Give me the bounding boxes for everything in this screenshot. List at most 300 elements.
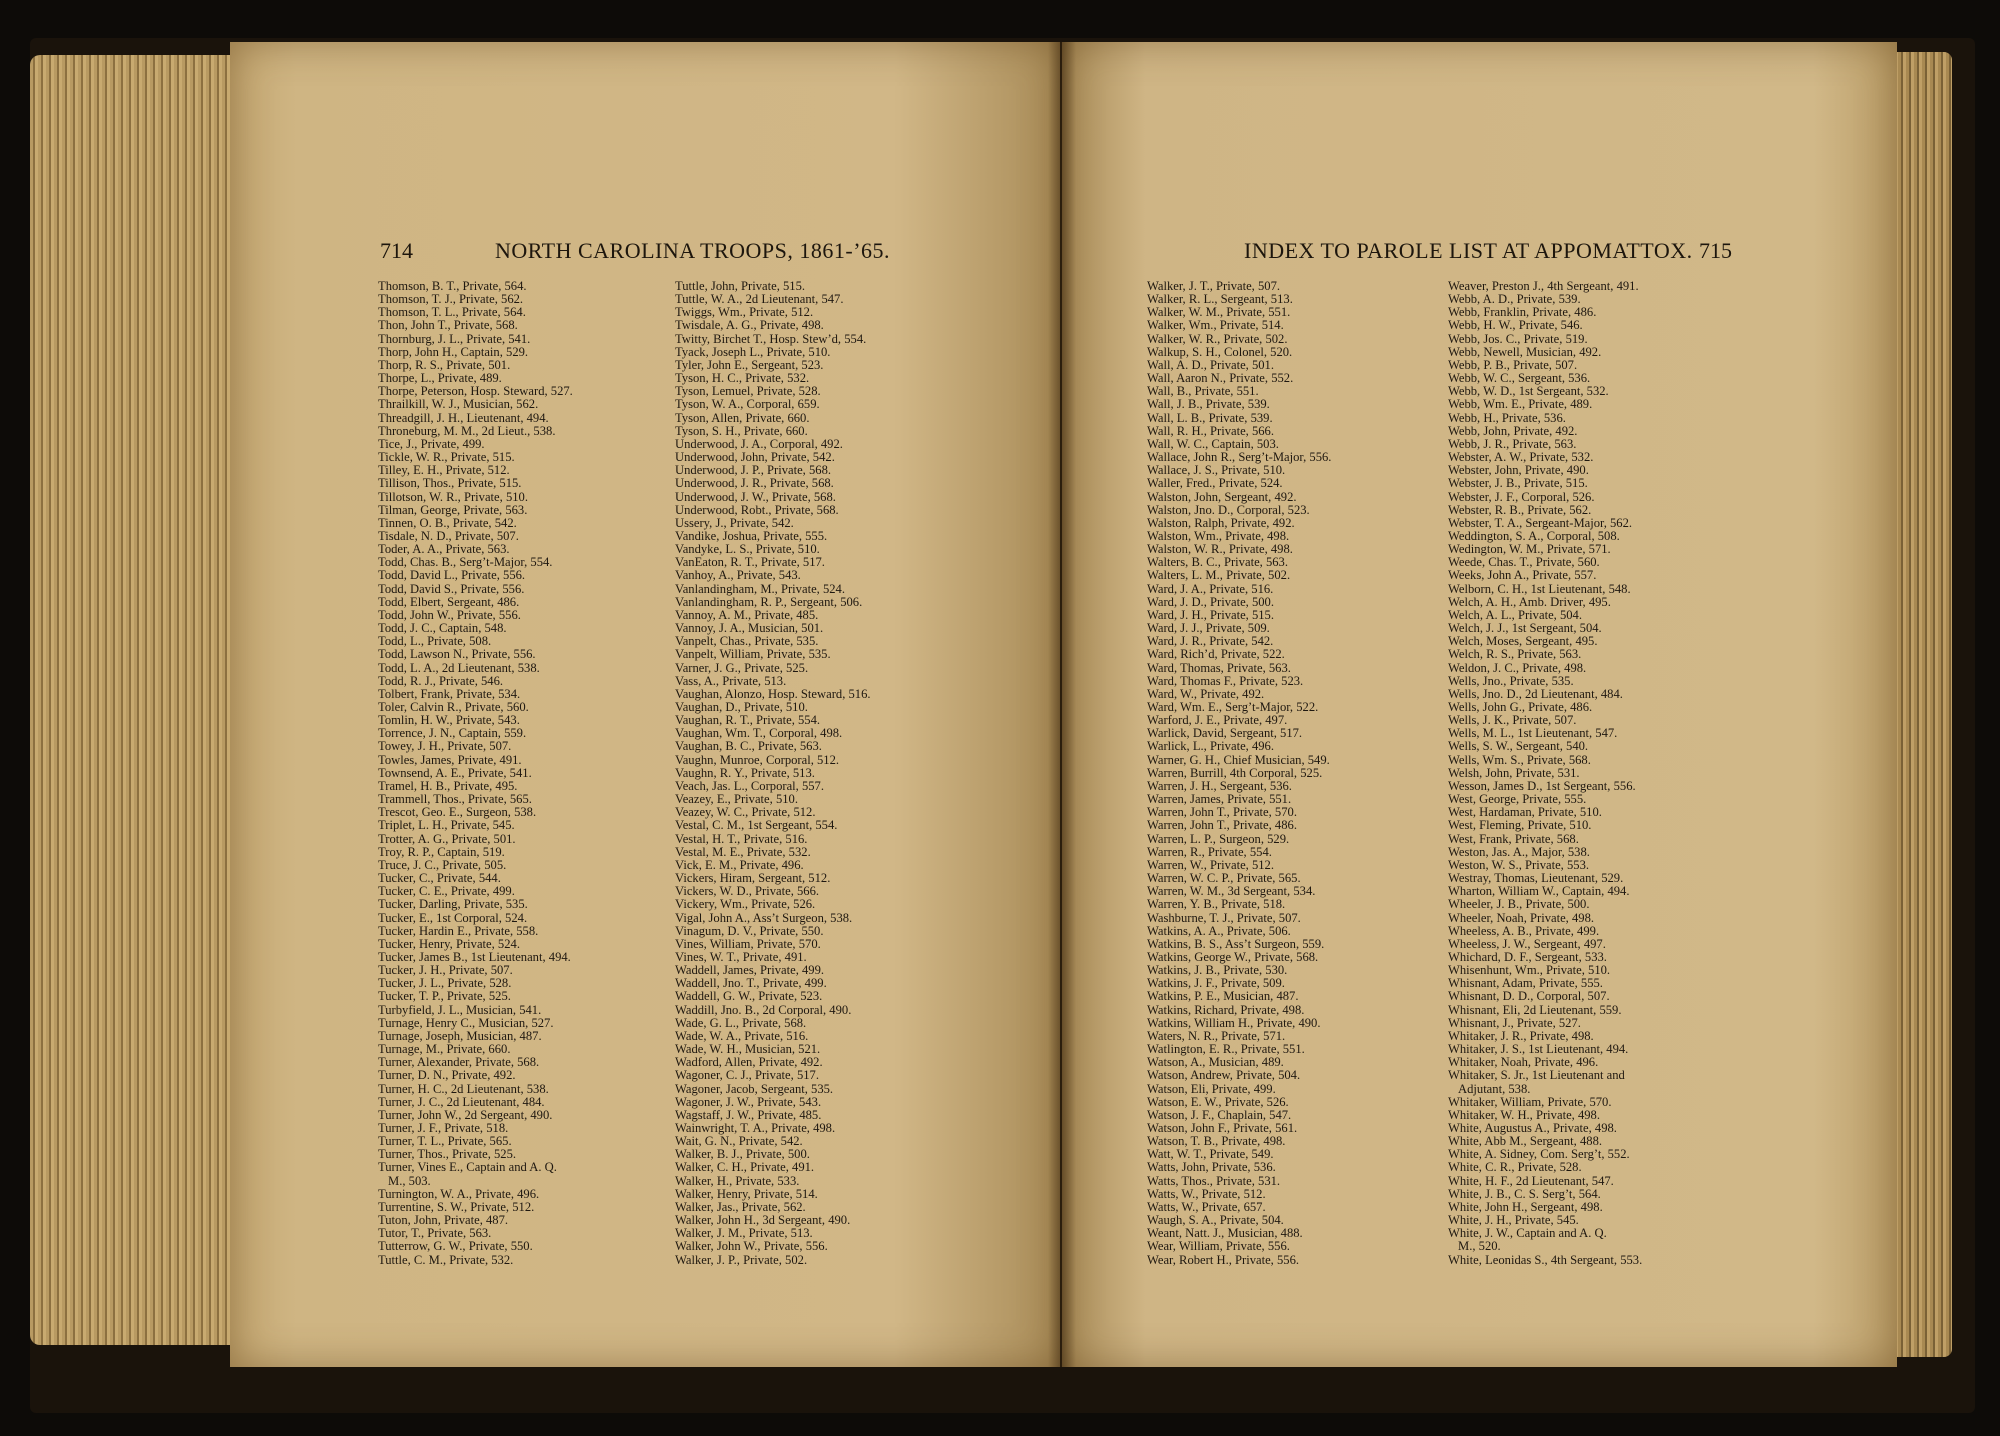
index-entry: Wells, Jno., Private, 535.	[1448, 674, 1574, 688]
index-entry: Webster, A. W., Private, 532.	[1448, 451, 1594, 465]
index-entry: Tucker, Darling, Private, 535.	[378, 898, 528, 912]
index-entry: Warford, J. E., Private, 497.	[1147, 714, 1288, 728]
index-entry: Webb, Wm. E., Private, 489.	[1448, 398, 1593, 412]
index-entry: West, Fleming, Private, 510.	[1448, 819, 1592, 833]
index-entry: Wharton, William W., Captain, 494.	[1448, 885, 1630, 899]
index-entry: Todd, R. J., Private, 546.	[378, 674, 504, 688]
index-entry: Waddell, G. W., Private, 523.	[675, 990, 823, 1004]
index-entry: Tilman, George, Private, 563.	[378, 503, 528, 517]
index-entry: White, A. Sidney, Com. Serg’t, 552.	[1448, 1148, 1630, 1162]
index-entry: Walker, John H., 3d Sergeant, 490.	[675, 1214, 851, 1228]
index-entry: Wells, Jno. D., 2d Lieutenant, 484.	[1448, 687, 1623, 701]
index-entry: Tucker, C., Private, 544.	[378, 872, 501, 886]
index-entry: Tillison, Thos., Private, 515.	[378, 477, 522, 491]
index-entry: Warren, Burrill, 4th Corporal, 525.	[1147, 766, 1323, 780]
index-entry: Walker, R. L., Sergeant, 513.	[1147, 293, 1293, 307]
index-entry: Underwood, J. P., Private, 568.	[675, 464, 832, 478]
index-entry: Welch, A. H., Amb. Driver, 495.	[1448, 595, 1611, 609]
index-entry: Tyson, S. H., Private, 660.	[675, 424, 808, 438]
index-entry: Watkins, J. B., Private, 530.	[1147, 964, 1288, 978]
index-entry: Walston, John, Sergeant, 492.	[1147, 490, 1297, 504]
index-entry: Tutterrow, G. W., Private, 550.	[378, 1240, 533, 1254]
index-entry: Wells, John G., Private, 486.	[1448, 701, 1593, 714]
index-entry: Truce, J. C., Private, 505.	[378, 858, 507, 872]
index-entry: Tyack, Joseph L., Private, 510.	[675, 345, 831, 359]
index-entry: Wall, Aaron N., Private, 552.	[1147, 372, 1294, 386]
index-entry: Weede, Chas. T., Private, 560.	[1448, 556, 1600, 570]
index-entry: Whitaker, J. S., 1st Lieutenant, 494.	[1448, 1043, 1629, 1057]
index-entry: Weston, Jas. A., Major, 538.	[1448, 845, 1590, 859]
index-entry: Wedington, W. M., Private, 571.	[1448, 543, 1611, 557]
index-entry: Townsend, A. E., Private, 541.	[378, 766, 532, 780]
index-entry: Watts, Thos., Private, 531.	[1147, 1174, 1281, 1188]
index-entry: Vaughn, Munroe, Corporal, 512.	[675, 753, 840, 767]
index-entry: Ussery, J., Private, 542.	[675, 516, 794, 530]
index-entry: Todd, Chas. B., Serg’t-Major, 554.	[378, 556, 553, 570]
index-entry: Wallace, J. S., Private, 510.	[1147, 464, 1286, 478]
index-entry: Thrailkill, W. J., Musician, 562.	[378, 398, 539, 412]
index-entry: Whisnant, J., Private, 527.	[1448, 1016, 1581, 1030]
index-entry: Wells, J. K., Private, 507.	[1448, 714, 1577, 728]
index-entry: Wall, A. D., Private, 501.	[1147, 358, 1275, 372]
index-entry: Tucker, Henry, Private, 524.	[378, 937, 520, 951]
index-entry: Weant, Natt. J., Musician, 488.	[1147, 1227, 1303, 1241]
index-entry: Vaughan, Alonzo, Hosp. Steward, 516.	[675, 687, 871, 701]
index-entry: Ward, Thomas F., Private, 523.	[1147, 674, 1304, 688]
index-entry: Welch, R. S., Private, 563.	[1448, 648, 1582, 662]
index-entry: Vickers, Hiram, Sergeant, 512.	[675, 872, 831, 886]
index-entry: Watson, A., Musician, 489.	[1147, 1056, 1284, 1070]
index-entry: Tomlin, H. W., Private, 543.	[378, 714, 520, 728]
index-entry: White, J. H., Private, 545.	[1448, 1214, 1579, 1228]
index-entry: VanEaton, R. T., Private, 517.	[675, 556, 825, 570]
index-entry: Wagstaff, J. W., Private, 485.	[675, 1108, 822, 1122]
index-entry: White, H. F., 2d Lieutenant, 547.	[1448, 1174, 1614, 1188]
index-entry: Weaver, Preston J., 4th Sergeant, 491.	[1448, 280, 1639, 293]
index-entry: Webb, P. B., Private, 507.	[1448, 358, 1578, 372]
index-entry: Wagoner, Jacob, Sergeant, 535.	[675, 1082, 834, 1096]
index-entry: Tucker, J. L., Private, 528.	[378, 977, 512, 991]
index-entry: Webb, Newell, Musician, 492.	[1448, 345, 1602, 359]
index-entry: Wear, Robert H., Private, 556.	[1147, 1253, 1300, 1267]
index-entry: Weddington, S. A., Corporal, 508.	[1448, 529, 1620, 543]
index-entry: Wells, S. W., Sergeant, 540.	[1448, 740, 1589, 754]
index-entry: Walters, B. C., Private, 563.	[1147, 556, 1288, 570]
right-page-number: 715	[1699, 238, 1732, 263]
index-entry: Watkins, A. A., Private, 506.	[1147, 924, 1291, 938]
index-entry: Welch, J. J., 1st Sergeant, 504.	[1448, 622, 1602, 636]
index-entry: Tyson, W. A., Corporal, 659.	[675, 398, 820, 412]
index-entry: Tucker, T. P., Private, 525.	[378, 990, 511, 1004]
right-column-1	[1147, 280, 1437, 1267]
left-page-number: 714	[380, 238, 413, 263]
index-entry: Webster, J. B., Private, 515.	[1448, 477, 1588, 491]
index-entry: Walker, B. J., Private, 500.	[675, 1148, 810, 1162]
index-entry: Turner, T. L., Private, 565.	[378, 1135, 512, 1149]
index-entry: Walker, W. M., Private, 551.	[1147, 306, 1291, 320]
index-entry: Thorp, John H., Captain, 529.	[378, 345, 529, 359]
index-entry: Watson, J. F., Chaplain, 547.	[1147, 1108, 1292, 1122]
index-entry: Tyson, Allen, Private, 660.	[675, 411, 810, 425]
index-entry: Waller, Fred., Private, 524.	[1147, 477, 1283, 491]
index-entry: Weston, W. S., Private, 553.	[1448, 858, 1590, 872]
index-entry: Welborn, C. H., 1st Lieutenant, 548.	[1448, 582, 1631, 596]
index-entry: Webb, H. W., Private, 546.	[1448, 319, 1583, 333]
index-entry: Warren, Y. B., Private, 518.	[1147, 898, 1286, 912]
index-entry: Vanpelt, William, Private, 535.	[675, 648, 831, 662]
index-entry: Watson, John F., Private, 561.	[1147, 1122, 1298, 1135]
index-entry: Tickle, W. R., Private, 515.	[378, 451, 515, 465]
index-entry: Whitaker, William, Private, 570.	[1448, 1095, 1612, 1109]
index-entry: Warren, L. P., Surgeon, 529.	[1147, 832, 1290, 846]
index-entry: Wall, R. H., Private, 566.	[1147, 424, 1275, 438]
book-gutter	[1048, 42, 1076, 1367]
index-entry: Vickery, Wm., Private, 526.	[675, 898, 816, 912]
index-entry: Wall, L. B., Private, 539.	[1147, 411, 1273, 425]
index-entry: Wells, Wm. S., Private, 568.	[1448, 753, 1591, 767]
index-entry: Washburne, T. J., Private, 507.	[1147, 911, 1301, 925]
index-entry: Tice, J., Private, 499.	[378, 437, 485, 451]
right-column-2	[1448, 280, 1738, 1267]
index-entry: Vick, E. M., Private, 496.	[675, 858, 804, 872]
index-entry: Whitaker, W. H., Private, 498.	[1448, 1108, 1600, 1122]
index-entry: Warlick, David, Sergeant, 517.	[1147, 727, 1303, 741]
right-running-head: INDEX TO PAROLE LIST AT APPOMATTOX.	[1244, 238, 1693, 263]
index-entry: Tillotson, W. R., Private, 510.	[378, 490, 528, 504]
index-entry: Webb, W. D., 1st Sergeant, 532.	[1448, 385, 1609, 399]
index-entry: Wesson, James D., 1st Sergeant, 556.	[1448, 779, 1636, 793]
index-entry: Walston, Wm., Private, 498.	[1147, 529, 1290, 543]
index-entry: Vanlandingham, R. P., Sergeant, 506.	[675, 595, 863, 609]
index-entry: M., 503.	[388, 1174, 431, 1188]
index-entry: Wheeless, A. B., Private, 499.	[1448, 924, 1600, 938]
index-entry: Ward, Rich’d, Private, 522.	[1147, 648, 1285, 662]
left-column-1	[378, 280, 668, 1267]
index-entry: Welch, Moses, Sergeant, 495.	[1448, 635, 1598, 649]
index-entry: Ward, J. D., Private, 500.	[1147, 595, 1275, 609]
index-entry: Varner, J. G., Private, 525.	[675, 661, 809, 675]
index-entry: Toler, Calvin R., Private, 560.	[378, 701, 529, 714]
index-entry: Turner, Thos., Private, 525.	[378, 1148, 517, 1162]
index-entry: Thomson, T. J., Private, 562.	[378, 293, 524, 307]
index-entry: Wade, G. L., Private, 568.	[675, 1016, 807, 1030]
index-entry: Vannoy, J. A., Musician, 501.	[675, 622, 824, 636]
index-entry: Tisdale, N. D., Private, 507.	[378, 529, 519, 543]
index-entry: Waddell, James, Private, 499.	[675, 964, 825, 978]
index-entry: Wade, W. A., Private, 516.	[675, 1029, 809, 1043]
page-edges-left	[30, 55, 235, 1345]
index-entry: Walker, Jas., Private, 562.	[675, 1200, 806, 1214]
index-entry: Vestal, H. T., Private, 516.	[675, 832, 808, 846]
index-entry: Tramel, H. B., Private, 495.	[378, 779, 518, 793]
index-entry: Tuttle, W. A., 2d Lieutenant, 547.	[675, 293, 844, 307]
index-entry: Webb, H., Private, 536.	[1448, 411, 1566, 425]
index-entry: Thomson, B. T., Private, 564.	[378, 280, 527, 293]
index-entry: Wall, W. C., Captain, 503.	[1147, 437, 1279, 451]
index-entry: West, George, Private, 555.	[1448, 793, 1587, 807]
index-entry: Tutor, T., Private, 563.	[378, 1227, 492, 1241]
index-entry: Turnage, M., Private, 660.	[378, 1043, 511, 1057]
index-entry: Tyler, John E., Sergeant, 523.	[675, 358, 824, 372]
index-entry: Tinnen, O. B., Private, 542.	[378, 516, 517, 530]
index-entry: Turnage, Joseph, Musician, 487.	[378, 1029, 542, 1043]
index-entry: Watkins, B. S., Ass’t Surgeon, 559.	[1147, 937, 1325, 951]
index-entry: Walker, J. M., Private, 513.	[675, 1227, 813, 1241]
index-entry: Vaughan, B. C., Private, 563.	[675, 740, 822, 754]
index-entry: Trescot, Geo. E., Surgeon, 538.	[378, 806, 537, 820]
index-entry: Warren, R., Private, 554.	[1147, 845, 1272, 859]
index-entry: Vanpelt, Chas., Private, 535.	[675, 635, 819, 649]
index-entry: Walker, W. R., Private, 502.	[1147, 332, 1288, 346]
left-column-2	[675, 280, 965, 1267]
index-entry: Twitty, Birchet T., Hosp. Stew’d, 554.	[675, 332, 867, 346]
index-entry: Wagoner, C. J., Private, 517.	[675, 1069, 819, 1083]
index-entry: Tyson, Lemuel, Private, 528.	[675, 385, 821, 399]
index-entry: Todd, J. C., Captain, 548.	[378, 622, 507, 636]
index-entry: Turbyfield, J. L., Musician, 541.	[378, 1003, 542, 1017]
index-entry: Underwood, John, Private, 542.	[675, 451, 835, 465]
index-entry: Wall, B., Private, 551.	[1147, 385, 1259, 399]
index-entry: Toder, A. A., Private, 563.	[378, 543, 510, 557]
index-entry: Walker, C. H., Private, 491.	[675, 1161, 815, 1175]
index-entry: Warren, John T., Private, 570.	[1147, 806, 1297, 820]
index-entry: Webster, R. B., Private, 562.	[1448, 503, 1592, 517]
index-entry: Thorp, R. S., Private, 501.	[378, 358, 511, 372]
index-entry: Watkins, P. E., Musician, 487.	[1147, 990, 1299, 1004]
index-entry: Watkins, Richard, Private, 498.	[1147, 1003, 1305, 1017]
index-entry: Vaughn, R. Y., Private, 513.	[675, 766, 815, 780]
index-entry: Weldon, J. C., Private, 498.	[1448, 661, 1587, 675]
index-entry: Tuttle, John, Private, 515.	[675, 280, 806, 293]
index-entry: Whichard, D. F., Sergeant, 533.	[1448, 950, 1607, 964]
index-entry: Wait, G. N., Private, 542.	[675, 1135, 803, 1149]
index-entry: Walker, H., Private, 533.	[675, 1174, 800, 1188]
index-entry: Ward, J. A., Private, 516.	[1147, 582, 1274, 596]
index-entry: Ward, W., Private, 492.	[1147, 687, 1265, 701]
index-entry: Watts, John, Private, 536.	[1147, 1161, 1276, 1175]
index-entry: Todd, Elbert, Sergeant, 486.	[378, 595, 520, 609]
index-entry: Trammell, Thos., Private, 565.	[378, 793, 532, 807]
index-entry: Watson, Eli, Private, 499.	[1147, 1082, 1276, 1096]
index-entry: Walker, J. P., Private, 502.	[675, 1253, 808, 1267]
index-entry: Warren, W., Private, 512.	[1147, 858, 1274, 872]
index-entry: Towles, James, Private, 491.	[378, 753, 522, 767]
index-entry: Waddill, Jno. B., 2d Corporal, 490.	[675, 1003, 852, 1017]
index-entry: Vestal, C. M., 1st Sergeant, 554.	[675, 819, 838, 833]
left-page	[230, 42, 1060, 1367]
index-entry: Tucker, Hardin E., Private, 558.	[378, 924, 539, 938]
index-entry: Walston, W. R., Private, 498.	[1147, 543, 1293, 557]
index-entry: Troy, R. P., Captain, 519.	[378, 845, 505, 859]
index-entry: Whitaker, Noah, Private, 496.	[1448, 1056, 1599, 1070]
index-entry: Wheeless, J. W., Sergeant, 497.	[1448, 937, 1606, 951]
index-entry: White, John H., Sergeant, 498.	[1448, 1200, 1603, 1214]
index-entry: Watson, E. W., Private, 526.	[1147, 1095, 1289, 1109]
page-edges-right	[1890, 52, 1952, 1357]
index-entry: Veach, Jas. L., Corporal, 557.	[675, 779, 824, 793]
index-entry: Waugh, S. A., Private, 504.	[1147, 1214, 1284, 1228]
index-entry: Watt, W. T., Private, 549.	[1147, 1148, 1274, 1162]
index-entry: Whisenhunt, Wm., Private, 510.	[1448, 964, 1611, 978]
index-entry: Threadgill, J. H., Lieutenant, 494.	[378, 411, 549, 425]
index-entry: Triplet, L. H., Private, 545.	[378, 819, 515, 833]
index-entry: Vaughan, R. T., Private, 554.	[675, 714, 821, 728]
index-entry: Turrentine, S. W., Private, 512.	[378, 1200, 535, 1214]
index-entry: Vandike, Joshua, Private, 555.	[675, 529, 828, 543]
index-entry: Webster, John, Private, 490.	[1448, 464, 1589, 478]
index-entry: Watts, W., Private, 657.	[1147, 1200, 1266, 1214]
index-entry: Westray, Thomas, Lieutenant, 529.	[1448, 872, 1624, 886]
index-entry: Tucker, J. H., Private, 507.	[378, 964, 513, 978]
index-entry: Torrence, J. N., Captain, 559.	[378, 727, 527, 741]
index-entry: Todd, David S., Private, 556.	[378, 582, 525, 596]
index-entry: Warner, G. H., Chief Musician, 549.	[1147, 753, 1330, 767]
index-entry: White, Leonidas S., 4th Sergeant, 553.	[1448, 1253, 1643, 1267]
index-entry: White, Abb M., Sergeant, 488.	[1448, 1135, 1603, 1149]
index-entry: Turner, John W., 2d Sergeant, 490.	[378, 1108, 553, 1122]
index-entry: Todd, L., Private, 508.	[378, 635, 492, 649]
index-entry: Twisdale, A. G., Private, 498.	[675, 319, 824, 333]
index-entry: Thorpe, Peterson, Hosp. Steward, 527.	[378, 385, 573, 399]
index-entry: Watson, T. B., Private, 498.	[1147, 1135, 1286, 1149]
index-entry: White, J. B., C. S. Serg’t, 564.	[1448, 1187, 1601, 1201]
index-entry: Whitaker, S. Jr., 1st Lieutenant and	[1448, 1069, 1625, 1083]
index-entry: White, C. R., Private, 528.	[1448, 1161, 1582, 1175]
index-entry: Vines, William, Private, 570.	[675, 937, 821, 951]
index-entry: Webb, John, Private, 492.	[1448, 424, 1578, 438]
index-entry: Tyson, H. C., Private, 532.	[675, 372, 810, 386]
index-entry: Walston, Ralph, Private, 492.	[1147, 516, 1295, 530]
index-entry: Whisnant, Adam, Private, 555.	[1448, 977, 1603, 991]
index-entry: Wheeler, J. B., Private, 500.	[1448, 898, 1590, 912]
index-entry: Turnington, W. A., Private, 496.	[378, 1187, 540, 1201]
index-entry: Todd, David L., Private, 556.	[378, 569, 526, 583]
index-entry: Ward, J. J., Private, 509.	[1147, 622, 1270, 636]
index-entry: Webster, T. A., Sergeant-Major, 562.	[1448, 516, 1633, 530]
index-entry: Veazey, W. C., Private, 512.	[675, 806, 816, 820]
index-entry: Wells, M. L., 1st Lieutenant, 547.	[1448, 727, 1618, 741]
index-entry: Warren, W. M., 3d Sergeant, 534.	[1147, 885, 1316, 899]
index-entry: Wade, W. H., Musician, 521.	[675, 1043, 821, 1057]
index-entry: Ward, Thomas, Private, 563.	[1147, 661, 1291, 675]
left-running-head: NORTH CAROLINA TROOPS, 1861-’65.	[495, 238, 891, 263]
index-entry: Underwood, J. A., Corporal, 492.	[675, 437, 843, 451]
index-entry: Watlington, E. R., Private, 551.	[1147, 1043, 1305, 1057]
right-page	[1062, 42, 1897, 1367]
index-entry: Ward, J. R., Private, 542.	[1147, 635, 1274, 649]
index-entry: Trotter, A. G., Private, 501.	[378, 832, 516, 846]
index-entry: Warren, W. C. P., Private, 565.	[1147, 872, 1301, 886]
index-entry: Whisnant, D. D., Corporal, 507.	[1448, 990, 1610, 1004]
index-entry: White, Augustus A., Private, 498.	[1448, 1122, 1617, 1135]
index-entry: Wall, J. B., Private, 539.	[1147, 398, 1270, 412]
index-entry: Walters, L. M., Private, 502.	[1147, 569, 1291, 583]
index-entry: Vanhoy, A., Private, 543.	[675, 569, 801, 583]
index-entry: Webb, J. R., Private, 563.	[1448, 437, 1577, 451]
index-entry: Walker, J. T., Private, 507.	[1147, 280, 1281, 293]
index-entry: Warlick, L., Private, 496.	[1147, 740, 1274, 754]
index-entry: Warren, J. H., Sergeant, 536.	[1147, 779, 1292, 793]
index-entry: Throneburg, M. M., 2d Lieut., 538.	[378, 424, 556, 438]
index-entry: Welsh, John, Private, 531.	[1448, 766, 1580, 780]
index-entry: Turnage, Henry C., Musician, 527.	[378, 1016, 554, 1030]
index-entry: Tuton, John, Private, 487.	[378, 1214, 509, 1228]
index-entry: Tucker, C. E., Private, 499.	[378, 885, 515, 899]
index-entry: Vaughan, D., Private, 510.	[675, 701, 808, 714]
index-entry: Watkins, William H., Private, 490.	[1147, 1016, 1321, 1030]
index-entry: White, J. W., Captain and A. Q.	[1448, 1227, 1607, 1241]
index-entry: Vinagum, D. V., Private, 550.	[675, 924, 824, 938]
index-entry: Todd, John W., Private, 556.	[378, 608, 521, 622]
index-entry: Waddell, Jno. T., Private, 499.	[675, 977, 827, 991]
index-entry: Turner, Vines E., Captain and A. Q.	[378, 1161, 557, 1175]
index-entry: Thornburg, J. L., Private, 541.	[378, 332, 531, 346]
index-entry: Vanlandingham, M., Private, 524.	[675, 582, 845, 596]
index-entry: Vickers, W. D., Private, 566.	[675, 885, 820, 899]
index-entry: Todd, L. A., 2d Lieutenant, 538.	[378, 661, 540, 675]
index-entry: Webb, W. C., Sergeant, 536.	[1448, 372, 1591, 386]
index-entry: Webster, J. F., Corporal, 526.	[1448, 490, 1595, 504]
index-entry: Webb, A. D., Private, 539.	[1448, 293, 1581, 307]
index-entry: Adjutant, 538.	[1458, 1082, 1531, 1096]
index-entry: Vaughan, Wm. T., Corporal, 498.	[675, 727, 843, 741]
index-entry: Turner, D. N., Private, 492.	[378, 1069, 516, 1083]
index-entry: Watkins, George W., Private, 568.	[1147, 950, 1319, 964]
index-entry: Walker, Wm., Private, 514.	[1147, 319, 1284, 333]
index-entry: Walkup, S. H., Colonel, 520.	[1147, 345, 1293, 359]
index-entry: West, Hardaman, Private, 510.	[1448, 806, 1602, 820]
index-entry: Watkins, J. F., Private, 509.	[1147, 977, 1285, 991]
index-entry: Thon, John T., Private, 568.	[378, 319, 518, 333]
index-entry: Underwood, J. R., Private, 568.	[675, 477, 834, 491]
index-entry: Towey, J. H., Private, 507.	[378, 740, 512, 754]
index-entry: Wallace, John R., Serg’t-Major, 556.	[1147, 451, 1332, 465]
index-entry: Vass, A., Private, 513.	[675, 674, 787, 688]
index-entry: Watson, Andrew, Private, 504.	[1147, 1069, 1301, 1083]
index-entry: Webb, Jos. C., Private, 519.	[1448, 332, 1588, 346]
index-entry: Turner, Alexander, Private, 568.	[378, 1056, 540, 1070]
index-entry: Walston, Jno. D., Corporal, 523.	[1147, 503, 1310, 517]
index-entry: Walker, John W., Private, 556.	[675, 1240, 828, 1254]
index-entry: Thorpe, L., Private, 489.	[378, 372, 502, 386]
index-entry: Whitaker, J. R., Private, 498.	[1448, 1029, 1594, 1043]
index-entry: Todd, Lawson N., Private, 556.	[378, 648, 536, 662]
index-entry: Vannoy, A. M., Private, 485.	[675, 608, 819, 622]
index-entry: Ward, J. H., Private, 515.	[1147, 608, 1275, 622]
index-entry: Watts, W., Private, 512.	[1147, 1187, 1266, 1201]
index-entry: Wear, William, Private, 556.	[1147, 1240, 1290, 1254]
index-entry: Wainwright, T. A., Private, 498.	[675, 1122, 836, 1135]
index-entry: Turner, J. F., Private, 518.	[378, 1122, 509, 1135]
index-entry: Tilley, E. H., Private, 512.	[378, 464, 510, 478]
index-entry: Welch, A. L., Private, 504.	[1448, 608, 1582, 622]
index-entry: Veazey, E., Private, 510.	[675, 793, 798, 807]
index-entry: Turner, J. C., 2d Lieutenant, 484.	[378, 1095, 545, 1109]
index-entry: Turner, H. C., 2d Lieutenant, 538.	[378, 1082, 549, 1096]
index-entry: Warren, James, Private, 551.	[1147, 793, 1292, 807]
index-entry: Vines, W. T., Private, 491.	[675, 950, 807, 964]
index-entry: Vandyke, L. S., Private, 510.	[675, 543, 820, 557]
index-entry: Wheeler, Noah, Private, 498.	[1448, 911, 1595, 925]
index-entry: Wagoner, J. W., Private, 543.	[675, 1095, 822, 1109]
index-entry: Tuttle, C. M., Private, 532.	[378, 1253, 514, 1267]
index-entry: Underwood, Robt., Private, 568.	[675, 503, 839, 517]
index-entry: Vigal, John A., Ass’t Surgeon, 538.	[675, 911, 853, 925]
index-entry: West, Frank, Private, 568.	[1448, 832, 1579, 846]
index-entry: Whisnant, Eli, 2d Lieutenant, 559.	[1448, 1003, 1622, 1017]
index-entry: Warren, John T., Private, 486.	[1147, 819, 1297, 833]
index-entry: Waters, N. R., Private, 571.	[1147, 1029, 1286, 1043]
